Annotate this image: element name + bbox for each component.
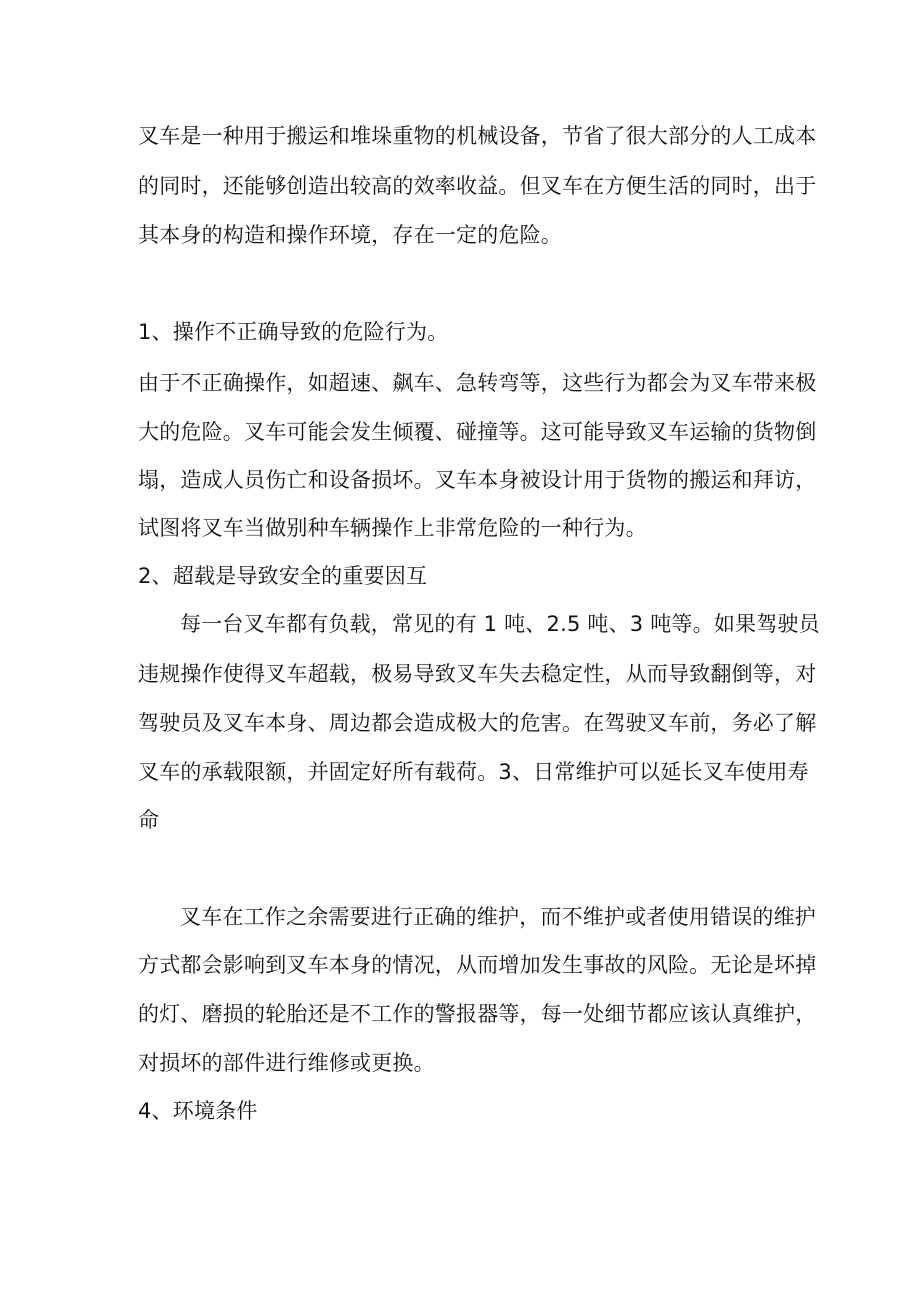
section-1-line-1: 由于不正确操作，如超速、飙车、急转弯等，这些行为都会为叉车带来极 [138,371,817,395]
section-2-heading: 2、超载是导致安全的重要因互 [138,564,428,588]
section-3-line-4: 对损坏的部件进行维修或更换。 [138,1051,435,1075]
section-3-line-3: 的灯、磨损的轮胎还是不工作的警报器等，每一处细节都应该认真维护， [138,1002,817,1026]
section-2-line-3: 驾驶员及叉车本身、周边都会造成极大的危害。在驾驶叉车前，务必了解 [138,711,817,735]
section-1-line-4: 试图将叉车当做别种车辆操作上非常危险的一种行为。 [138,516,647,540]
section-3-line-2: 方式都会影响到叉车本身的情况，从而增加发生事故的风险。无论是坏掉 [138,953,817,977]
section-1-heading: 1、操作不正确导致的危险行为。 [138,320,449,344]
section-1-line-3: 塌，造成人员伤亡和设备损坏。叉车本身被设计用于货物的搬运和拜访， [138,468,817,492]
section-2-line-1: 每一台叉车都有负载，常见的有 1 吨、2.5 吨、3 吨等。如果驾驶员 [180,612,820,636]
intro-line-2: 的同时，还能够创造出较高的效率收益。但叉车在方便生活的同时，出于 [138,174,817,198]
intro-line-1: 叉车是一种用于搬运和堆垛重物的机械设备，节省了很大部分的人工成本 [138,124,817,148]
section-2-line-5: 命 [138,808,160,832]
section-2-line-4: 叉车的承载限额，并固定好所有载荷。3、日常维护可以延长叉车使用寿 [138,760,809,784]
section-4-heading: 4、环境条件 [138,1099,258,1123]
section-2-line-2: 违规操作使得叉车超载，极易导致叉车失去稳定性，从而导致翻倒等，对 [138,662,817,686]
intro-line-3: 其本身的构造和操作环境，存在一定的危险。 [138,223,562,247]
section-1-line-2: 大的危险。叉车可能会发生倾覆、碰撞等。这可能导致叉车运输的货物倒 [138,420,817,444]
section-3-line-1: 叉车在工作之余需要进行正确的维护，而不维护或者使用错误的维护 [180,905,816,929]
